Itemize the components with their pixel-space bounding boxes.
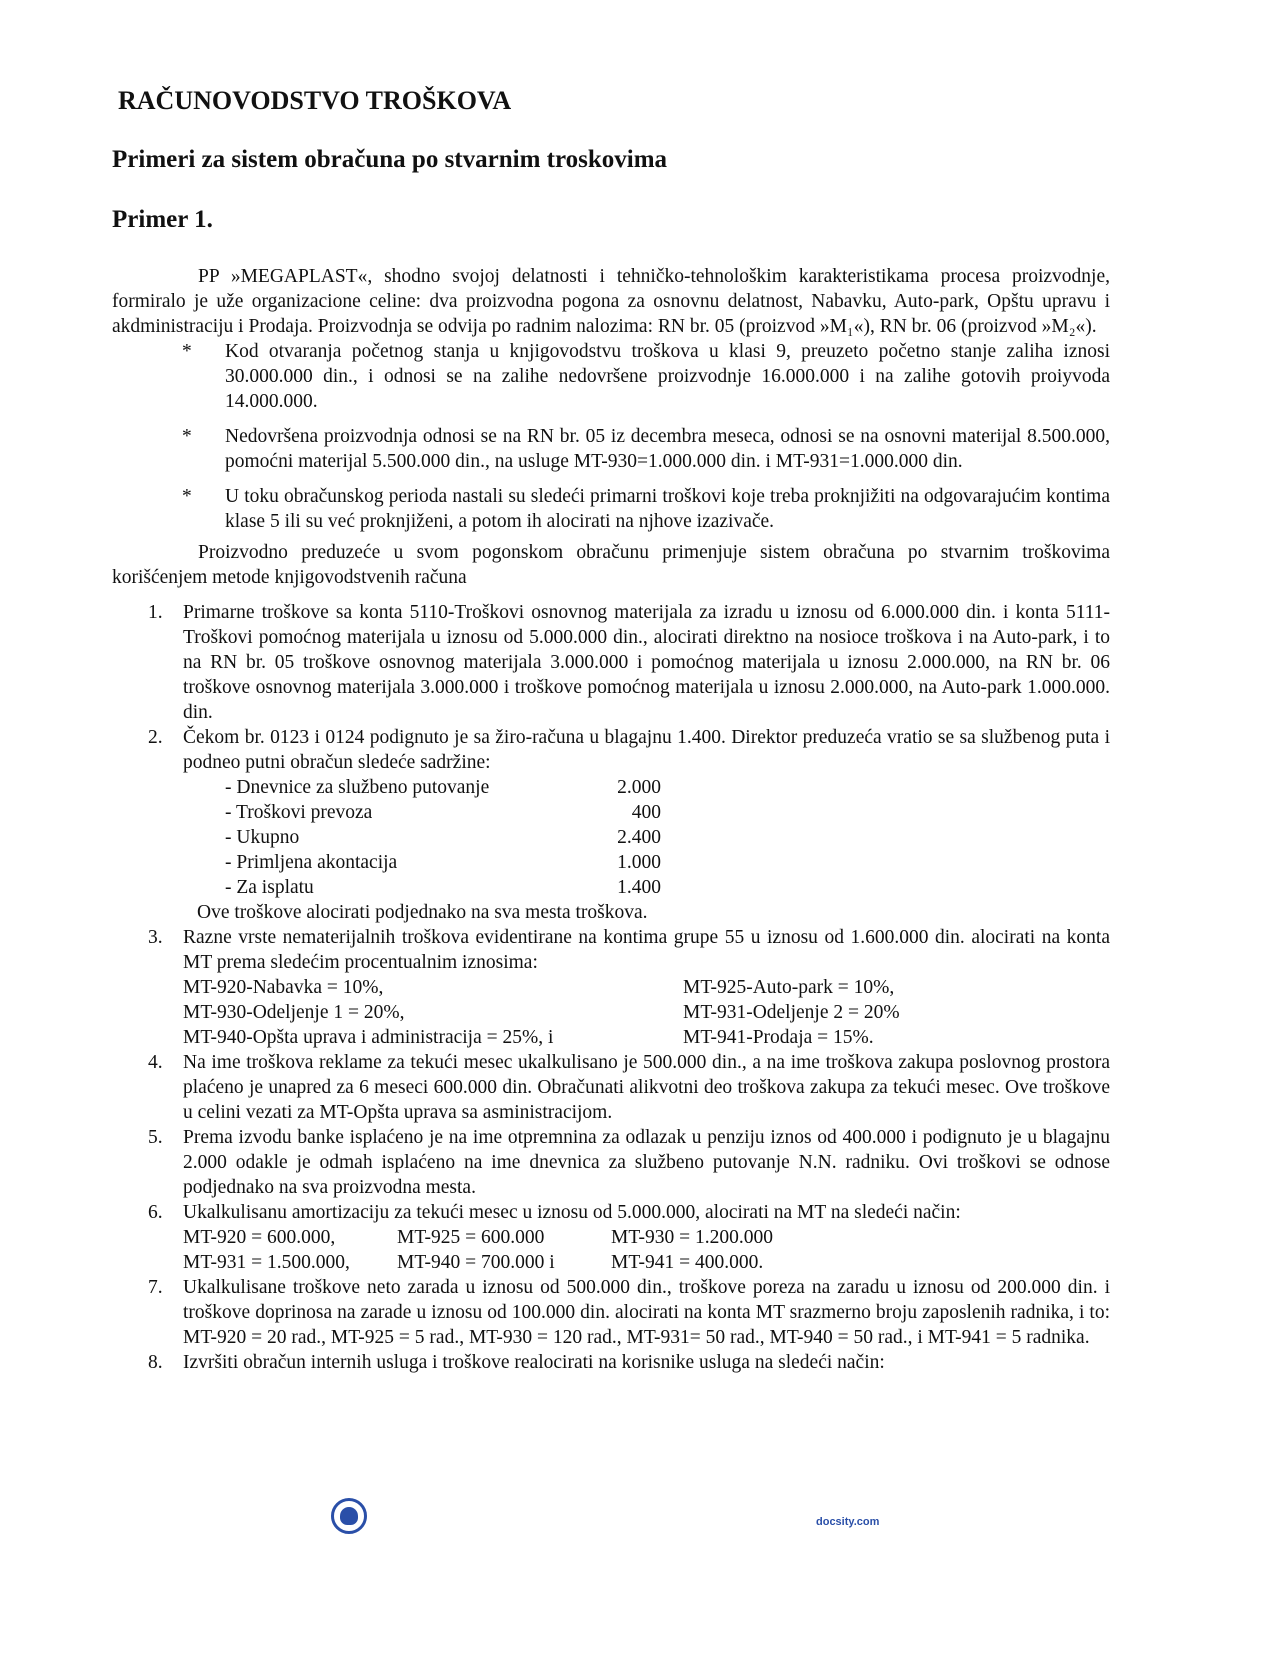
expense-value: 400 [631, 802, 661, 823]
allocation-cell: MT-920-Nabavka = 10%, [183, 977, 384, 998]
list-item [112, 925, 1110, 1050]
bullet-item [112, 339, 1110, 414]
item-note: Ove troškove alocirati podjednako na sva mesta troškova. [197, 902, 648, 923]
item-text: Izvršiti obračun internih usluga i troškove realocirati na korisnike usluga na sledeći način: [183, 1352, 885, 1373]
document-subtitle: Primeri za sistem obračuna po stvarnim troskovima [112, 146, 668, 173]
amortization-cell: MT-931 = 1.500.000, [183, 1252, 350, 1273]
amortization-cell: MT-940 = 700.000 i [397, 1252, 555, 1273]
item-text: Ukalkulisane troškove neto zarada u iznosu od 500.000 din., troškove poreza na zaradu u iznosu od 200.000 din. i troškove doprinosa na zarade u iznosu od 100.000 din. alocirati na konta MT srazmerno broju zaposlenih radnika, i to: MT-920 = 20 rad., MT-925 = 5 rad., MT-930 = 120 rad., MT-931= 50 rad., MT-940 = 50 rad., i MT-941 = 5 radnika. [183, 1277, 1110, 1348]
item-number: 4. [148, 1052, 163, 1073]
method-paragraph: Proizvodno preduzeće u svom pogonskom obračunu primenjuje sistem obračuna po stvarnim troškovima korišćenjem metode knjigovodstvenih računa [112, 542, 1110, 588]
allocation-cell: MT-925-Auto-park = 10%, [683, 977, 895, 998]
allocation-cell: MT-940-Opšta uprava i administracija = 25%, i [183, 1027, 554, 1048]
item-text: Razne vrste nematerijalnih troškova evidentirane na kontima grupe 55 u iznosu od 1.600.000 din. alocirati na konta MT prema sledećim procentualnim iznosima: [183, 927, 1110, 973]
expense-label: - Troškovi prevoza [225, 802, 373, 823]
item-number: 6. [148, 1202, 163, 1223]
expense-row [183, 800, 1110, 825]
docsity-link[interactable]: docsity.com [816, 1516, 880, 1528]
item-number: 7. [148, 1277, 163, 1298]
list-item [112, 1275, 1110, 1350]
item-text: Na ime troškova reklame za tekući mesec ukalkulisano je 500.000 din., a na ime troškova zakupa poslovnog prostora plaćeno je unapred za 6 meseci 600.000 din. Obračunati alikvotni deo troškova zakupa za tekući mesec. Ove troškove u celini vezati za MT-Opšta uprava sa asministracijom. [183, 1052, 1110, 1123]
list-item [112, 1200, 1110, 1275]
list-item [112, 600, 1110, 725]
expense-label: - Dnevnice za službeno putovanje [225, 777, 490, 798]
bullet-text: U toku obračunskog perioda nastali su sledeći primarni troškovi koje treba proknjižiti na odgovarajućim kontima klase 5 ili su već proknjiženi, a potom ih alocirati na njhove izazivače. [225, 486, 1110, 532]
item-text: Prema izvodu banke isplaćeno je na ime otpremnina za odlazak u penziju iznos od 400.000 i podignuto je u blagajnu 2.000 odakle je odmah isplaćeno na ime dnevnica za službeno putovanje N.N. radniku. Ovi troškovi se odnose podjednako na sva proizvodna mesta. [183, 1127, 1110, 1198]
expense-value: 1.400 [617, 877, 661, 898]
amortization-grid [183, 1225, 1110, 1275]
allocation-cell: MT-931-Odeljenje 2 = 20% [683, 1002, 900, 1023]
intro-paragraph: PP »MEGAPLAST«, shodno svojoj delatnosti i tehničko-tehnološkim karakteristikama procesa proizvodnje, formiralo je uže organizacione celine: dva proizvodna pogona za osnovnu delatnost, Nabavku, Auto-park, Opštu upravu i akdministraciju i Prodaja. Proizvodnja se odvija po radnim nalozima: RN br. 05 (proizvod »M₁«), RN br. 06 (proizvod »M₂«). [112, 266, 1110, 337]
expense-label: - Za isplatu [225, 877, 314, 898]
list-item [112, 1125, 1110, 1200]
bullet-text: Nedovršena proizvodnja odnosi se na RN br. 05 iz decembra meseca, odnosi se na osnovni materijal 8.500.000, pomoćni materijal 5.500.000 din., na usluge MT-930=1.000.000 din. i MT-931=1.000.000 din. [225, 426, 1110, 472]
document-title: RAČUNOVODSTVO TROŠKOVA [118, 86, 512, 115]
bullet-marker: * [182, 341, 192, 362]
document-body [112, 264, 1110, 1375]
item-text: Primarne troškove sa konta 5110-Troškovi osnovnog materijala za izradu u iznosu od 6.000.000 din. i konta 5111-Troškovi pomoćnog materijala u iznosu od 5.000.000 din., alocirati direktno na nosioce troškova i na Auto-park, i to na RN br. 05 troškove osnovnog materijala 3.000.000 i pomoćnog materijala u iznosu 2.000.000, na RN br. 06 troškove osnovnog materijala 3.000.000 i troškove pomoćnog materijala u iznosu 2.000.000, na Auto-park 1.000.000. din. [183, 602, 1110, 723]
expense-label: - Primljena akontacija [225, 852, 398, 873]
bullet-marker: * [182, 486, 192, 507]
allocation-cell: MT-930-Odeljenje 1 = 20%, [183, 1002, 405, 1023]
item-text: Ukalkulisanu amortizaciju za tekući mesec u iznosu od 5.000.000, alocirati na MT na sledeći način: [183, 1202, 961, 1223]
list-item [112, 725, 1110, 925]
docsity-logo-icon[interactable] [331, 1498, 367, 1534]
expense-value: 2.000 [617, 777, 661, 798]
expense-row [183, 775, 1110, 800]
expense-value: 2.400 [617, 827, 661, 848]
task-list [112, 600, 1110, 1375]
bullet-item [112, 484, 1110, 534]
item-text: Čekom br. 0123 i 0124 podignuto je sa žiro-računa u blagajnu 1.400. Direktor preduzeća vratio se sa službenog puta i podneo putni obračun sledeće sadržine: [183, 727, 1110, 773]
bullet-text: Kod otvaranja početnog stanja u knjigovodstvu troškova u klasi 9, preuzeto početno stanje zaliha iznosi 30.000.000 din., i odnosi se na zalihe nedovršene proizvodnje 16.000.000 i na zalihe gotovih proiyvoda 14.000.000. [225, 341, 1110, 412]
item-number: 8. [148, 1352, 163, 1373]
amortization-cell: MT-925 = 600.000 [397, 1227, 545, 1248]
list-item [112, 1050, 1110, 1125]
amortization-cell: MT-941 = 400.000. [611, 1252, 764, 1273]
item-number: 2. [148, 727, 163, 748]
allocation-grid [183, 975, 1110, 1050]
expense-value: 1.000 [617, 852, 661, 873]
expense-row [183, 850, 1110, 875]
allocation-cell: MT-941-Prodaja = 15%. [683, 1027, 874, 1048]
amortization-cell: MT-920 = 600.000, [183, 1227, 336, 1248]
expense-row [183, 825, 1110, 850]
item-number: 5. [148, 1127, 163, 1148]
list-item [112, 1350, 1110, 1375]
bullet-marker: * [182, 426, 192, 447]
expense-row [183, 875, 1110, 900]
item-number: 3. [148, 927, 163, 948]
expense-label: - Ukupno [225, 827, 300, 848]
bullet-item [112, 424, 1110, 474]
item-number: 1. [148, 602, 163, 623]
example-heading: Primer 1. [112, 206, 213, 233]
amortization-cell: MT-930 = 1.200.000 [611, 1227, 773, 1248]
